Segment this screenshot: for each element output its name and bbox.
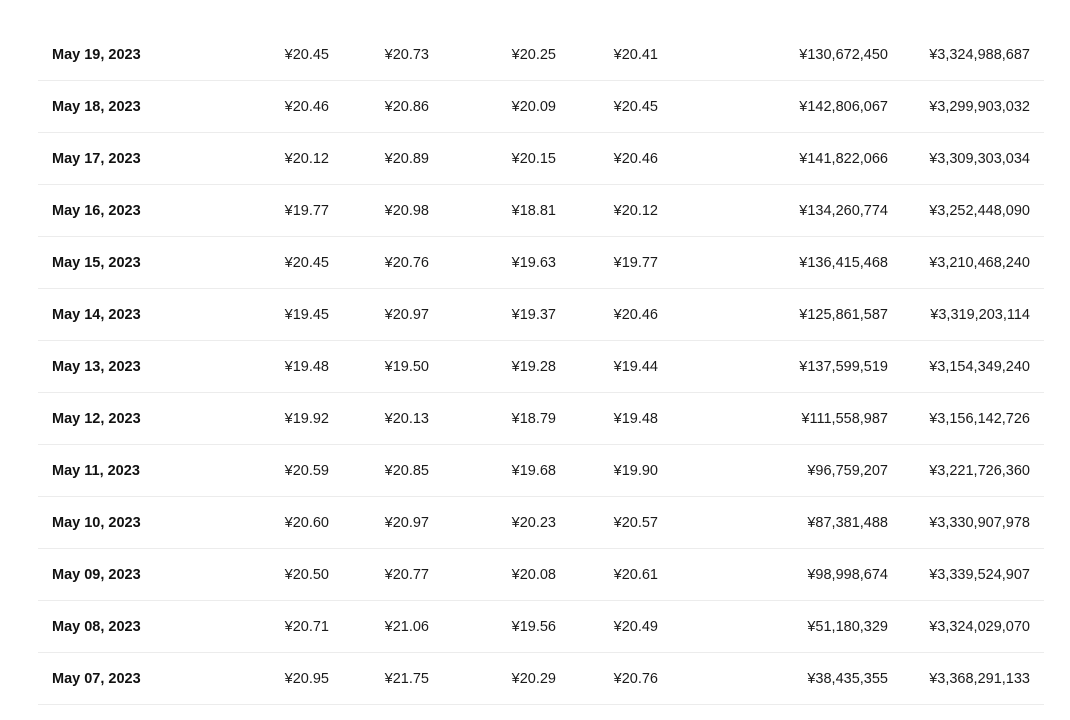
close-cell: ¥19.90 — [556, 445, 658, 497]
open-cell: ¥20.50 — [218, 549, 329, 601]
high-cell: ¥20.98 — [329, 185, 429, 237]
high-cell: ¥21.06 — [329, 601, 429, 653]
volume-cell: ¥130,672,450 — [658, 29, 888, 81]
price-history-table — [38, 29, 1044, 705]
date-cell: May 17, 2023 — [38, 133, 218, 185]
table-row — [38, 29, 1044, 81]
volume-cell: ¥96,759,207 — [658, 445, 888, 497]
close-cell: ¥20.49 — [556, 601, 658, 653]
volume-cell: ¥141,822,066 — [658, 133, 888, 185]
date-cell: May 07, 2023 — [38, 653, 218, 705]
close-cell: ¥19.44 — [556, 341, 658, 393]
low-cell: ¥20.25 — [429, 29, 556, 81]
open-cell: ¥20.60 — [218, 497, 329, 549]
close-cell: ¥19.77 — [556, 237, 658, 289]
open-cell: ¥20.46 — [218, 81, 329, 133]
table-row — [38, 133, 1044, 185]
date-cell: May 12, 2023 — [38, 393, 218, 445]
low-cell: ¥20.29 — [429, 653, 556, 705]
date-cell: May 18, 2023 — [38, 81, 218, 133]
date-cell: May 16, 2023 — [38, 185, 218, 237]
volume-cell: ¥137,599,519 — [658, 341, 888, 393]
market-cap-cell: ¥3,156,142,726 — [888, 393, 1044, 445]
date-cell: May 08, 2023 — [38, 601, 218, 653]
open-cell: ¥20.71 — [218, 601, 329, 653]
price-history-table-container — [38, 29, 1044, 705]
table-row — [38, 653, 1044, 705]
date-cell: May 09, 2023 — [38, 549, 218, 601]
volume-cell: ¥98,998,674 — [658, 549, 888, 601]
high-cell: ¥20.77 — [329, 549, 429, 601]
high-cell: ¥20.76 — [329, 237, 429, 289]
open-cell: ¥20.95 — [218, 653, 329, 705]
low-cell: ¥20.08 — [429, 549, 556, 601]
market-cap-cell: ¥3,210,468,240 — [888, 237, 1044, 289]
table-row — [38, 81, 1044, 133]
market-cap-cell: ¥3,309,303,034 — [888, 133, 1044, 185]
volume-cell: ¥111,558,987 — [658, 393, 888, 445]
close-cell: ¥20.46 — [556, 133, 658, 185]
high-cell: ¥20.73 — [329, 29, 429, 81]
table-row — [38, 393, 1044, 445]
market-cap-cell: ¥3,252,448,090 — [888, 185, 1044, 237]
table-row — [38, 289, 1044, 341]
close-cell: ¥20.61 — [556, 549, 658, 601]
close-cell: ¥20.45 — [556, 81, 658, 133]
high-cell: ¥20.97 — [329, 497, 429, 549]
market-cap-cell: ¥3,221,726,360 — [888, 445, 1044, 497]
high-cell: ¥20.97 — [329, 289, 429, 341]
low-cell: ¥19.56 — [429, 601, 556, 653]
low-cell: ¥19.63 — [429, 237, 556, 289]
market-cap-cell: ¥3,330,907,978 — [888, 497, 1044, 549]
table-row — [38, 549, 1044, 601]
open-cell: ¥19.77 — [218, 185, 329, 237]
date-cell: May 19, 2023 — [38, 29, 218, 81]
high-cell: ¥21.75 — [329, 653, 429, 705]
low-cell: ¥20.09 — [429, 81, 556, 133]
low-cell: ¥19.68 — [429, 445, 556, 497]
low-cell: ¥18.79 — [429, 393, 556, 445]
low-cell: ¥19.37 — [429, 289, 556, 341]
high-cell: ¥20.86 — [329, 81, 429, 133]
low-cell: ¥18.81 — [429, 185, 556, 237]
market-cap-cell: ¥3,324,988,687 — [888, 29, 1044, 81]
close-cell: ¥20.76 — [556, 653, 658, 705]
open-cell: ¥20.45 — [218, 237, 329, 289]
close-cell: ¥20.41 — [556, 29, 658, 81]
close-cell: ¥20.57 — [556, 497, 658, 549]
high-cell: ¥20.89 — [329, 133, 429, 185]
low-cell: ¥19.28 — [429, 341, 556, 393]
volume-cell: ¥142,806,067 — [658, 81, 888, 133]
date-cell: May 11, 2023 — [38, 445, 218, 497]
market-cap-cell: ¥3,299,903,032 — [888, 81, 1044, 133]
table-row — [38, 185, 1044, 237]
market-cap-cell: ¥3,368,291,133 — [888, 653, 1044, 705]
market-cap-cell: ¥3,324,029,070 — [888, 601, 1044, 653]
open-cell: ¥20.45 — [218, 29, 329, 81]
volume-cell: ¥38,435,355 — [658, 653, 888, 705]
table-row — [38, 497, 1044, 549]
date-cell: May 15, 2023 — [38, 237, 218, 289]
low-cell: ¥20.23 — [429, 497, 556, 549]
volume-cell: ¥125,861,587 — [658, 289, 888, 341]
table-row — [38, 341, 1044, 393]
volume-cell: ¥134,260,774 — [658, 185, 888, 237]
high-cell: ¥20.85 — [329, 445, 429, 497]
close-cell: ¥19.48 — [556, 393, 658, 445]
open-cell: ¥20.12 — [218, 133, 329, 185]
open-cell: ¥19.45 — [218, 289, 329, 341]
volume-cell: ¥51,180,329 — [658, 601, 888, 653]
open-cell: ¥19.48 — [218, 341, 329, 393]
high-cell: ¥20.13 — [329, 393, 429, 445]
volume-cell: ¥87,381,488 — [658, 497, 888, 549]
table-row — [38, 237, 1044, 289]
date-cell: May 14, 2023 — [38, 289, 218, 341]
open-cell: ¥19.92 — [218, 393, 329, 445]
date-cell: May 13, 2023 — [38, 341, 218, 393]
volume-cell: ¥136,415,468 — [658, 237, 888, 289]
close-cell: ¥20.12 — [556, 185, 658, 237]
close-cell: ¥20.46 — [556, 289, 658, 341]
price-history-rows — [38, 29, 1044, 705]
market-cap-cell: ¥3,154,349,240 — [888, 341, 1044, 393]
table-row — [38, 445, 1044, 497]
high-cell: ¥19.50 — [329, 341, 429, 393]
low-cell: ¥20.15 — [429, 133, 556, 185]
table-row — [38, 601, 1044, 653]
open-cell: ¥20.59 — [218, 445, 329, 497]
date-cell: May 10, 2023 — [38, 497, 218, 549]
market-cap-cell: ¥3,339,524,907 — [888, 549, 1044, 601]
market-cap-cell: ¥3,319,203,114 — [888, 289, 1044, 341]
